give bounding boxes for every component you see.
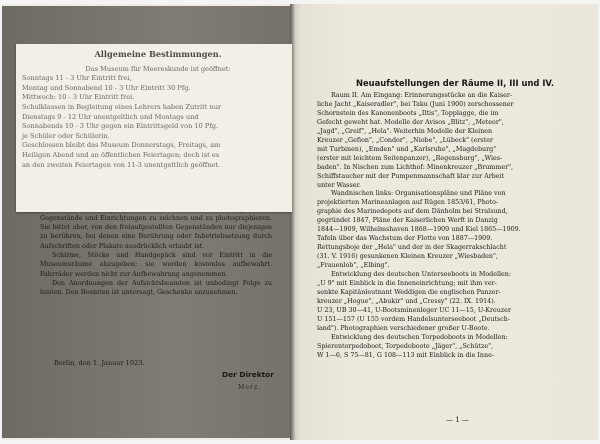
notice-line: Sonntags 11 - 3 Uhr Eintritt frei, (22, 74, 132, 83)
page-title: Neuaufstellungen der Räume II, III und IV. (355, 78, 555, 88)
text-line: „U 9" mit Einblick in die Inneneinrichtung; mit ihm ver- (317, 280, 497, 288)
text-line: Spierentorpedoboot, Torpedoboote „Jäger", „Schütze", (317, 342, 494, 350)
text-line: senkte Kapitänleutnant Weddigen die englischen Panzer- (317, 288, 501, 296)
text-line: land"). Photographien verschiedener großer U-Boote. (317, 324, 490, 332)
notice-line: an den zweiten Feiertagen von 11-3 unentgeltlich geöffnet. (22, 160, 221, 169)
paragraph: Den Anordnungen der Aufsichtsbeamten ist unbedingt Folge zu leisten. Den Beamten ist untersagt, Geschenke anzunehmen. (40, 278, 272, 297)
text-line: (erster mit leichtem Seitenpanzer), „Regensburg", „Wies- (317, 154, 503, 162)
text-line: Entwicklung des deutschen Torpedoboots in Modellen: (331, 333, 508, 341)
text-line: „Jagd", „Greif", „Hela". Weiterhin Modelle der Kleinen (317, 127, 493, 135)
paragraph: Gegenstände und Einrichtungen zu zeichnen und zu photographieren. Sie bittet aber, von den freiaufgestellten Gegenständen nur diejenigen zu berühren, bei denen eine Berührung oder Inbetriebsetzung durch Aufschriften oder Plakate ausdrücklich erlaubt ist. (40, 213, 272, 250)
text-line: baden". In Nischen zum Lichthof: Minenkreuzer „Brummer", (317, 163, 514, 171)
text-line: Entwicklung des deutschen Unterseeboots in Modellen: (331, 271, 512, 279)
text-line: U 23, UB 30—41, U-Bootsminenleger UC 11—15, U-Kreuzer (317, 306, 511, 314)
text-line: U 151—157 (U 155 vordem Handelsunterseeboot „Deutsch- (317, 315, 511, 323)
left-page (2, 6, 292, 438)
right-body-text (317, 92, 587, 361)
notice-line: Dienstags 9 - 12 Uhr unentgeltlich und Montags und (22, 112, 199, 121)
date-line: Berlin, den 1. Januar 1923. (54, 359, 145, 367)
notice-line: Montag und Sonnabend 10 - 3 Uhr Eintritt 30 Pfg. (22, 83, 191, 92)
page-number: — 1 — (446, 416, 469, 424)
text-line: Raum II. Am Eingang: Erinnerungsstücke an die Kaiser- (331, 92, 513, 99)
text-line: mit Turbinen), „Emden" und „Karlsruhe", „Magdeburg" (317, 145, 497, 153)
text-line: Kreuzer „Gefion", „Condor", „Niobe", „Lübeck" (erster (317, 136, 493, 144)
text-line: Wandnischen links: Organisationspläne und Pläne von (331, 190, 506, 198)
notice-line: Das Museum für Meereskunde ist geöffnet: (85, 64, 231, 73)
text-line: Gefecht geweht hat. Modelle der Avisos „Blitz", „Meteor", (317, 118, 504, 126)
notice-line: Geschlossen bleibt das Museum Donnerstags, Freitags, am (22, 141, 221, 150)
text-line: graphie des Marinedepots auf dem Dänholm bei Stralsund, (317, 208, 508, 216)
signature-title: Der Direktor (222, 370, 274, 379)
notice-line: Sonnabends 10 - 3 Uhr gegen ein Eintrittsgeld von 10 Pfg. (22, 122, 219, 131)
notice-line: Heiligen Abend und an öffentlichen Feiertagen; doch ist es (22, 150, 220, 159)
paragraph: Schirme, Stöcke und Handgepäck sind vor Eintritt in die Museumsräume abzugeben; sie werden kostenlos aufbewahrt. Fahrräder werden nicht zur Aufbewahrung angenommen. (40, 251, 272, 278)
right-page (300, 4, 598, 440)
booklet-spread (2, 4, 598, 440)
notice-line: Schulklassen in Begleitung eines Lehrers haben Zutritt nur (22, 102, 222, 111)
text-line: Schiffstaucher mit der Pumpenmannschaft klar zur Arbeit (317, 172, 505, 180)
notice-slip (16, 44, 292, 212)
text-line: Schornstein des Kanonenboots „Iltis", Topplagge, die im (317, 109, 499, 117)
text-line: 1844—1909, Wilhelmshaven 1868—1909 und Kiel 1865—1909. (317, 226, 521, 234)
text-line: W 1—6, S 75—81, G 108—113 mit Einblick in die Inne- (317, 351, 494, 359)
text-line: projektierten Marineanlagen auf Rügen 1853/61, Photo- (317, 199, 499, 207)
notice-line: je Schüler oder Schülerin. (22, 131, 110, 140)
text-line: liche Jacht „Kaiseradler", bei Taku (Juni 1900) zerschossener (317, 100, 514, 108)
signature-name: Merz. (238, 384, 262, 391)
text-line: (31. V. 1916) gesunkenen Kleinen Kreuzer „Wiesbaden", (317, 253, 498, 261)
notice-line: Mittwoch: 10 - 3 Uhr Eintritt frei. (22, 93, 135, 102)
text-line: kreuzer „Hogue", „Abukir" und „Cressy" (22. IX. 1914). (317, 297, 496, 305)
text-line: gegründet 1847, Pläne der Kaiserlichen Werft in Danzig (317, 217, 498, 225)
notice-title: Allgemeine Bestimmungen. (94, 49, 222, 59)
text-line: Tafeln über das Wachstum der Flotte von 1887—1909. (317, 235, 493, 243)
text-line: unter Wasser. (317, 181, 361, 189)
text-line: „Frauenlob", „Elbing". (317, 262, 390, 270)
text-line: Rettungsboje der „Hela" und der in der Skagerrakschlacht (317, 244, 507, 252)
